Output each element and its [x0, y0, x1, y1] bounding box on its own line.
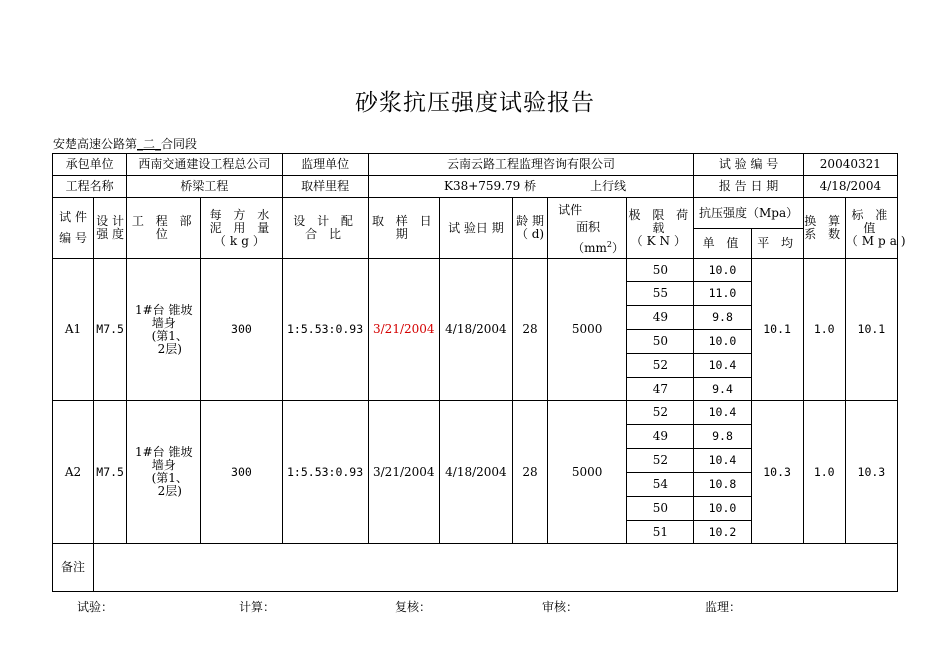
col-average: 平 均	[751, 229, 803, 259]
sampling-date: 3/21/2004	[368, 401, 439, 544]
strength-value: 10.0	[694, 497, 751, 521]
sampling-label: 取样里程	[282, 176, 368, 198]
contractor-label: 承包单位	[53, 154, 127, 176]
load-value: 52	[627, 401, 694, 425]
cement-amount: 300	[201, 401, 282, 544]
strength-value: 11.0	[694, 282, 751, 306]
sampling-station: K38+759.79 桥	[444, 179, 537, 193]
test-number-value: 20040321	[803, 154, 897, 176]
footer-test: 试验：	[77, 600, 114, 614]
load-value: 55	[627, 282, 694, 306]
col-strength: 抗压强度（Mpa）	[694, 198, 803, 229]
col-design-strength: 设 计 强 度	[94, 198, 127, 259]
report-title: 砂浆抗压强度试验报告	[355, 90, 595, 116]
header-row-1	[53, 198, 898, 229]
age-days: 28	[513, 401, 548, 544]
col-single-value: 单 值	[694, 229, 751, 259]
strength-value: 9.8	[694, 306, 751, 330]
project-suffix: 合同段	[161, 137, 198, 151]
col-factor: 换 算 系 数	[803, 198, 845, 259]
test-date: 4/18/2004	[439, 401, 512, 544]
strength-average: 10.3	[751, 401, 803, 544]
load-value: 50	[627, 259, 694, 282]
load-value: 47	[627, 378, 694, 401]
mix-ratio: 1:5.53:0.93	[282, 401, 368, 544]
info-row-1	[53, 154, 898, 176]
test-date: 4/18/2004	[439, 259, 512, 401]
project-name-value: 桥梁工程	[127, 176, 282, 198]
strength-value: 10.8	[694, 473, 751, 497]
col-sampling-date: 取 样 日 期	[368, 198, 439, 259]
design-grade: M7.5	[94, 401, 127, 544]
load-value: 54	[627, 473, 694, 497]
supervisor-value: 云南云路工程监理咨询有限公司	[368, 154, 694, 176]
remarks-label: 备注	[53, 544, 94, 592]
part-cell: 1#台 锥坡 墙身 (第1、 2层)	[127, 401, 201, 544]
sampling-date: 3/21/2004	[368, 259, 439, 401]
conversion-factor: 1.0	[803, 401, 845, 544]
load-value: 49	[627, 425, 694, 449]
design-grade: M7.5	[94, 259, 127, 401]
col-mix-ratio: 设 计 配 合 比	[282, 198, 368, 259]
cement-amount: 300	[201, 259, 282, 401]
load-value: 49	[627, 306, 694, 330]
table-row	[53, 401, 898, 425]
conversion-factor: 1.0	[803, 259, 845, 401]
footer-audit: 审核：	[542, 600, 579, 614]
supervisor-label: 监理单位	[282, 154, 368, 176]
specimen-id: A1	[53, 259, 94, 401]
age-days: 28	[513, 259, 548, 401]
strength-value: 10.0	[694, 259, 751, 282]
load-value: 50	[627, 330, 694, 354]
remarks-row	[53, 544, 898, 592]
remarks-value	[94, 544, 898, 592]
col-cement: 每 方 水 泥 用 量（kg）	[201, 198, 282, 259]
specimen-area: 5000	[548, 259, 627, 401]
report-table	[52, 153, 910, 592]
project-section-number: _二_	[137, 137, 162, 151]
report-date-label: 报 告 日 期	[694, 176, 803, 198]
col-area: 试件 面积 $(mm^2)$	[548, 198, 627, 259]
col-standard: 标 准 值（Mpa)	[845, 198, 897, 259]
col-load: 极 限 荷 载（KN）	[627, 198, 694, 259]
strength-value: 10.2	[694, 521, 751, 544]
strength-value: 9.4	[694, 378, 751, 401]
col-age: 龄 期（ d)	[513, 198, 548, 259]
col-test-date: 试 验日 期	[439, 198, 512, 259]
load-value: 52	[627, 449, 694, 473]
strength-value: 10.4	[694, 354, 751, 378]
sampling-value	[368, 176, 694, 198]
strength-value: 10.4	[694, 449, 751, 473]
strength-average: 10.1	[751, 259, 803, 401]
footer-calc: 计算：	[239, 600, 276, 614]
footer-supervise: 监理：	[705, 600, 742, 614]
specimen-area: 5000	[548, 401, 627, 544]
contractor-value: 西南交通建设工程总公司	[127, 154, 282, 176]
report-date-value: 4/18/2004	[803, 176, 897, 198]
load-value: 51	[627, 521, 694, 544]
strength-value: 10.4	[694, 401, 751, 425]
strength-value: 10.0	[694, 330, 751, 354]
project-name-label: 工程名称	[53, 176, 127, 198]
project-prefix: 安楚高速公路第	[53, 137, 138, 151]
specimen-id: A2	[53, 401, 94, 544]
part-cell: 1#台 锥坡 墙身 (第1、 2层)	[127, 259, 201, 401]
strength-value: 9.8	[694, 425, 751, 449]
contract-section-line	[53, 135, 197, 152]
test-number-label: 试 验 编 号	[694, 154, 803, 176]
footer-review: 复核：	[395, 600, 432, 614]
sampling-side: 上行线	[590, 179, 627, 193]
info-row-2	[53, 176, 898, 198]
mix-ratio: 1:5.53:0.93	[282, 259, 368, 401]
load-value: 50	[627, 497, 694, 521]
col-part: 工 程 部 位	[127, 198, 201, 259]
load-value: 52	[627, 354, 694, 378]
standard-value: 10.3	[845, 401, 897, 544]
col-specimen-no: 试 件 编 号	[53, 198, 94, 259]
standard-value: 10.1	[845, 259, 897, 401]
table-row	[53, 259, 898, 282]
